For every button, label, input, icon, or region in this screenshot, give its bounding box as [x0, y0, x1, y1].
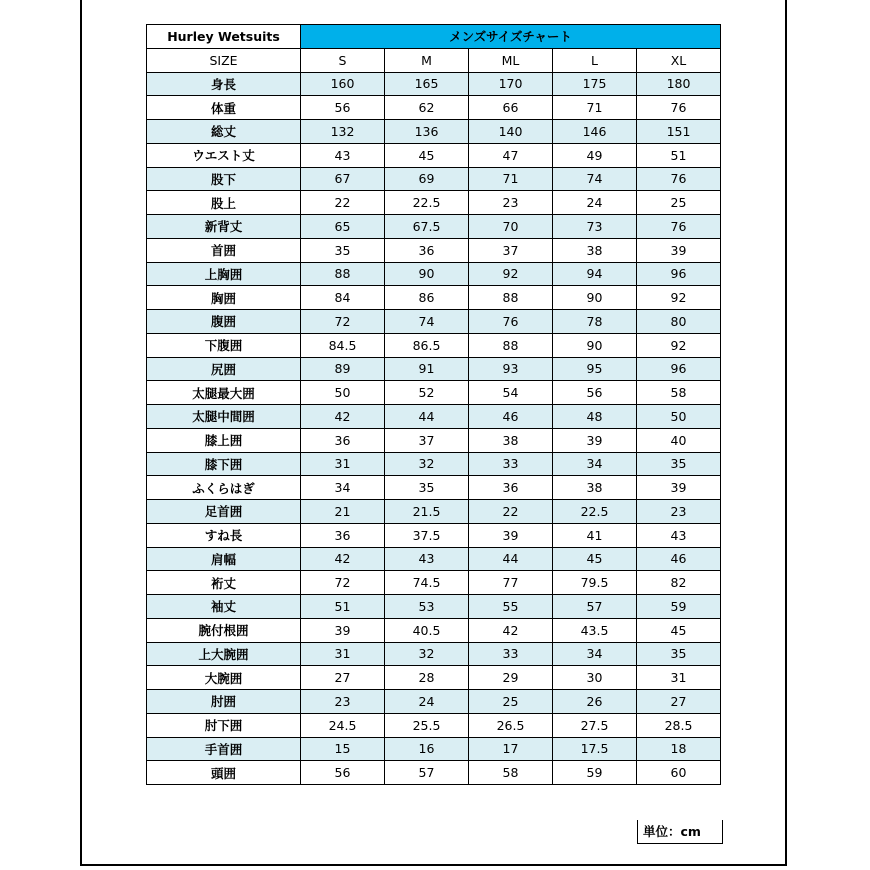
value-cell: 36: [301, 523, 385, 547]
value-cell: 76: [637, 96, 721, 120]
value-cell: 74: [385, 310, 469, 334]
value-cell: 74.5: [385, 571, 469, 595]
row-label: 膝下囲: [147, 452, 301, 476]
value-cell: 27: [637, 690, 721, 714]
value-cell: 86.5: [385, 333, 469, 357]
value-cell: 34: [301, 476, 385, 500]
value-cell: 28.5: [637, 713, 721, 737]
table-row: [147, 428, 721, 452]
value-cell: 92: [637, 333, 721, 357]
table-row: [147, 191, 721, 215]
value-cell: 25: [469, 690, 553, 714]
value-cell: 26.5: [469, 713, 553, 737]
value-cell: 29: [469, 666, 553, 690]
chart-title: メンズサイズチャート: [301, 25, 721, 49]
row-label: 上大腕囲: [147, 642, 301, 666]
brand-name: Hurley Wetsuits: [147, 25, 301, 49]
value-cell: 33: [469, 452, 553, 476]
value-cell: 39: [637, 238, 721, 262]
value-cell: 84.5: [301, 333, 385, 357]
value-cell: 24.5: [301, 713, 385, 737]
table-row: [147, 547, 721, 571]
table-row: [147, 713, 721, 737]
value-cell: 49: [553, 143, 637, 167]
value-cell: 30: [553, 666, 637, 690]
value-cell: 96: [637, 262, 721, 286]
row-label: 腹囲: [147, 310, 301, 334]
value-cell: 42: [301, 547, 385, 571]
value-cell: 91: [385, 357, 469, 381]
value-cell: 59: [553, 761, 637, 785]
value-cell: 23: [637, 500, 721, 524]
row-label: 首囲: [147, 238, 301, 262]
size-header-cell: XL: [637, 48, 721, 72]
value-cell: 54: [469, 381, 553, 405]
table-row: [147, 357, 721, 381]
row-label: 頭囲: [147, 761, 301, 785]
value-cell: 160: [301, 72, 385, 96]
value-cell: 72: [301, 310, 385, 334]
value-cell: 45: [553, 547, 637, 571]
value-cell: 136: [385, 120, 469, 144]
value-cell: 180: [637, 72, 721, 96]
value-cell: 151: [637, 120, 721, 144]
value-cell: 35: [637, 452, 721, 476]
table-row: [147, 571, 721, 595]
value-cell: 17.5: [553, 737, 637, 761]
value-cell: 34: [553, 642, 637, 666]
row-label: 総丈: [147, 120, 301, 144]
value-cell: 44: [469, 547, 553, 571]
value-cell: 25: [637, 191, 721, 215]
table-row: [147, 238, 721, 262]
value-cell: 67: [301, 167, 385, 191]
row-label: 膝上囲: [147, 428, 301, 452]
value-cell: 37: [385, 428, 469, 452]
value-cell: 79.5: [553, 571, 637, 595]
table-row: [147, 618, 721, 642]
row-label: 上胸囲: [147, 262, 301, 286]
table-row: [147, 333, 721, 357]
value-cell: 37: [469, 238, 553, 262]
row-label: 足首囲: [147, 500, 301, 524]
row-label: 手首囲: [147, 737, 301, 761]
value-cell: 90: [553, 286, 637, 310]
value-cell: 76: [637, 167, 721, 191]
table-row: [147, 143, 721, 167]
table-row: [147, 737, 721, 761]
row-label: 尻囲: [147, 357, 301, 381]
table-row: [147, 666, 721, 690]
size-header-label: SIZE: [147, 48, 301, 72]
value-cell: 50: [301, 381, 385, 405]
value-cell: 16: [385, 737, 469, 761]
value-cell: 57: [553, 595, 637, 619]
value-cell: 24: [385, 690, 469, 714]
title-row: [147, 25, 721, 49]
value-cell: 21: [301, 500, 385, 524]
value-cell: 90: [553, 333, 637, 357]
unit-note: 単位：cm: [637, 820, 723, 844]
row-label: 肩幅: [147, 547, 301, 571]
value-cell: 51: [301, 595, 385, 619]
value-cell: 74: [553, 167, 637, 191]
value-cell: 57: [385, 761, 469, 785]
row-label: 腕付根囲: [147, 618, 301, 642]
value-cell: 70: [469, 215, 553, 239]
value-cell: 36: [301, 428, 385, 452]
value-cell: 146: [553, 120, 637, 144]
table-row: [147, 310, 721, 334]
row-label: 太腿中間囲: [147, 405, 301, 429]
value-cell: 42: [469, 618, 553, 642]
value-cell: 22.5: [385, 191, 469, 215]
value-cell: 27.5: [553, 713, 637, 737]
value-cell: 73: [553, 215, 637, 239]
value-cell: 93: [469, 357, 553, 381]
row-label: 胸囲: [147, 286, 301, 310]
value-cell: 140: [469, 120, 553, 144]
row-label: 大腕囲: [147, 666, 301, 690]
value-cell: 72: [301, 571, 385, 595]
size-header-cell: S: [301, 48, 385, 72]
value-cell: 58: [469, 761, 553, 785]
value-cell: 95: [553, 357, 637, 381]
value-cell: 33: [469, 642, 553, 666]
size-header-cell: L: [553, 48, 637, 72]
value-cell: 80: [637, 310, 721, 334]
row-label: 裄丈: [147, 571, 301, 595]
value-cell: 35: [385, 476, 469, 500]
value-cell: 67.5: [385, 215, 469, 239]
value-cell: 92: [469, 262, 553, 286]
value-cell: 39: [469, 523, 553, 547]
row-label: 下腹囲: [147, 333, 301, 357]
table-row: [147, 72, 721, 96]
value-cell: 50: [637, 405, 721, 429]
value-cell: 62: [385, 96, 469, 120]
value-cell: 43: [637, 523, 721, 547]
table-row: [147, 476, 721, 500]
value-cell: 21.5: [385, 500, 469, 524]
value-cell: 17: [469, 737, 553, 761]
value-cell: 47: [469, 143, 553, 167]
value-cell: 56: [553, 381, 637, 405]
value-cell: 36: [469, 476, 553, 500]
value-cell: 65: [301, 215, 385, 239]
value-cell: 15: [301, 737, 385, 761]
value-cell: 94: [553, 262, 637, 286]
value-cell: 38: [553, 238, 637, 262]
value-cell: 23: [301, 690, 385, 714]
row-label: すね長: [147, 523, 301, 547]
row-label: 肘囲: [147, 690, 301, 714]
value-cell: 51: [637, 143, 721, 167]
value-cell: 25.5: [385, 713, 469, 737]
value-cell: 165: [385, 72, 469, 96]
value-cell: 52: [385, 381, 469, 405]
value-cell: 43: [301, 143, 385, 167]
table-row: [147, 405, 721, 429]
row-label: 体重: [147, 96, 301, 120]
table-row: [147, 286, 721, 310]
row-label: 股下: [147, 167, 301, 191]
row-label: 太腿最大囲: [147, 381, 301, 405]
value-cell: 46: [637, 547, 721, 571]
value-cell: 48: [553, 405, 637, 429]
value-cell: 56: [301, 761, 385, 785]
value-cell: 38: [553, 476, 637, 500]
value-cell: 175: [553, 72, 637, 96]
value-cell: 36: [385, 238, 469, 262]
value-cell: 24: [553, 191, 637, 215]
value-cell: 78: [553, 310, 637, 334]
value-cell: 45: [385, 143, 469, 167]
value-cell: 27: [301, 666, 385, 690]
value-cell: 82: [637, 571, 721, 595]
value-cell: 76: [637, 215, 721, 239]
value-cell: 132: [301, 120, 385, 144]
table-row: [147, 523, 721, 547]
size-header-row: [147, 48, 721, 72]
value-cell: 28: [385, 666, 469, 690]
value-cell: 53: [385, 595, 469, 619]
row-label: ウエスト丈: [147, 143, 301, 167]
table-row: [147, 381, 721, 405]
value-cell: 43: [385, 547, 469, 571]
row-label: 股上: [147, 191, 301, 215]
value-cell: 39: [637, 476, 721, 500]
table-row: [147, 452, 721, 476]
table-row: [147, 761, 721, 785]
value-cell: 84: [301, 286, 385, 310]
table-row: [147, 167, 721, 191]
size-header-cell: M: [385, 48, 469, 72]
value-cell: 40.5: [385, 618, 469, 642]
value-cell: 39: [301, 618, 385, 642]
value-cell: 60: [637, 761, 721, 785]
table-row: [147, 690, 721, 714]
value-cell: 32: [385, 642, 469, 666]
size-header-cell: ML: [469, 48, 553, 72]
value-cell: 66: [469, 96, 553, 120]
value-cell: 22: [469, 500, 553, 524]
value-cell: 41: [553, 523, 637, 547]
value-cell: 22.5: [553, 500, 637, 524]
value-cell: 58: [637, 381, 721, 405]
table-row: [147, 262, 721, 286]
value-cell: 31: [637, 666, 721, 690]
value-cell: 88: [469, 333, 553, 357]
value-cell: 59: [637, 595, 721, 619]
value-cell: 86: [385, 286, 469, 310]
value-cell: 89: [301, 357, 385, 381]
value-cell: 71: [469, 167, 553, 191]
value-cell: 23: [469, 191, 553, 215]
value-cell: 90: [385, 262, 469, 286]
row-label: ふくらはぎ: [147, 476, 301, 500]
value-cell: 56: [301, 96, 385, 120]
table-row: [147, 500, 721, 524]
row-label: 袖丈: [147, 595, 301, 619]
value-cell: 43.5: [553, 618, 637, 642]
value-cell: 18: [637, 737, 721, 761]
value-cell: 42: [301, 405, 385, 429]
row-label: 身長: [147, 72, 301, 96]
value-cell: 88: [301, 262, 385, 286]
size-chart-table: [146, 24, 721, 785]
value-cell: 55: [469, 595, 553, 619]
table-row: [147, 215, 721, 239]
value-cell: 69: [385, 167, 469, 191]
value-cell: 35: [301, 238, 385, 262]
table-row: [147, 120, 721, 144]
table-row: [147, 642, 721, 666]
value-cell: 96: [637, 357, 721, 381]
value-cell: 34: [553, 452, 637, 476]
value-cell: 39: [553, 428, 637, 452]
row-label: 新背丈: [147, 215, 301, 239]
value-cell: 37.5: [385, 523, 469, 547]
value-cell: 22: [301, 191, 385, 215]
value-cell: 71: [553, 96, 637, 120]
value-cell: 92: [637, 286, 721, 310]
value-cell: 35: [637, 642, 721, 666]
value-cell: 31: [301, 452, 385, 476]
value-cell: 31: [301, 642, 385, 666]
value-cell: 32: [385, 452, 469, 476]
value-cell: 26: [553, 690, 637, 714]
value-cell: 44: [385, 405, 469, 429]
value-cell: 88: [469, 286, 553, 310]
value-cell: 77: [469, 571, 553, 595]
value-cell: 40: [637, 428, 721, 452]
value-cell: 170: [469, 72, 553, 96]
value-cell: 76: [469, 310, 553, 334]
value-cell: 45: [637, 618, 721, 642]
value-cell: 46: [469, 405, 553, 429]
table-row: [147, 96, 721, 120]
table-row: [147, 595, 721, 619]
value-cell: 38: [469, 428, 553, 452]
row-label: 肘下囲: [147, 713, 301, 737]
